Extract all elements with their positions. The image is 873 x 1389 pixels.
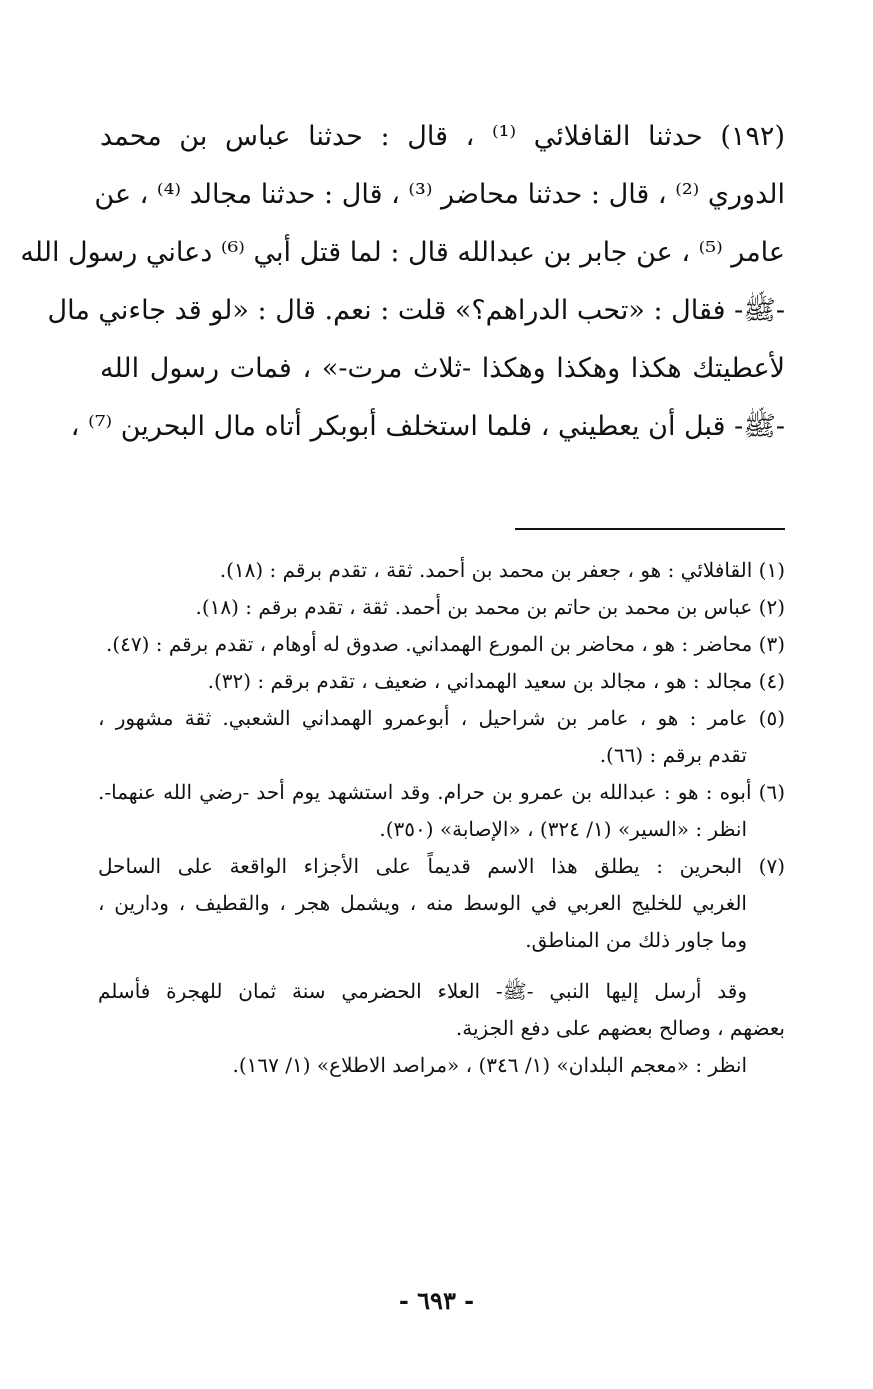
footnote-4: (٤) مجالد : هو ، مجالد بن سعيد الهمداني ، ضعيف ، تقدم برقم : (٣٢). <box>207 669 785 693</box>
footnote-1: (١) القافلائي : هو ، جعفر بن محمد بن أحمد. ثقة ، تقدم برقم : (١٨). <box>219 558 785 582</box>
text-line: عامر ⁽⁵⁾ ، عن جابر بن عبدالله قال : لما قتل أبي ⁽⁶⁾ دعاني رسول الله <box>20 237 785 268</box>
footnote-7: (٧) البحرين : يطلق هذا الاسم قديماً على الأجزاء الواقعة على الساحل <box>98 854 785 878</box>
text-line: الدوري ⁽²⁾ ، قال : حدثنا محاضر ⁽³⁾ ، قال : حدثنا مجالد ⁽⁴⁾ ، عن <box>94 179 785 210</box>
footnote-5-continuation: تقدم برقم : (٦٦). <box>599 743 747 767</box>
footnote-7-continuation: الغربي للخليج العربي في الوسط منه ، ويشمل هجر ، والقطيف ، ودارين ، <box>98 891 747 915</box>
page-number: - ٦٩٣ - <box>398 1286 475 1315</box>
footnotes <box>98 552 785 1084</box>
text-line: (١٩٢) حدثنا القافلائي ⁽¹⁾ ، قال : حدثنا عباس بن محمد <box>100 121 785 152</box>
text-line: -ﷺ- قبل أن يعطيني ، فلما استخلف أبوبكر أتاه مال البحرين ⁽⁷⁾ ، <box>70 411 785 442</box>
footnote-7-reference: انظر : «معجم البلدان» (١/ ٣٤٦) ، «مراصد الاطلاع» (١/ ١٦٧). <box>232 1053 747 1077</box>
hadith-text <box>20 108 785 456</box>
text-line: لأعطيتك هكذا وهكذا وهكذا -ثلاث مرت-» ، فمات رسول الله <box>100 353 785 384</box>
footnote-7-paragraph: وقد أرسل إليها النبي -ﷺ- العلاء الحضرمي سنة ثمان للهجرة فأسلم <box>98 979 747 1003</box>
footnote-7-continuation: وما جاور ذلك من المناطق. <box>525 928 747 952</box>
footnote-6-continuation: انظر : «السير» (١/ ٣٢٤) ، «الإصابة» (٣٥٠). <box>379 817 747 841</box>
footnote-separator <box>515 528 785 530</box>
footnote-5: (٥) عامر : هو ، عامر بن شراحيل ، أبوعمرو الهمداني الشعبي. ثقة مشهور ، <box>98 706 786 730</box>
text-line: -ﷺ- فقال : «تحب الدراهم؟» قلت : نعم. قال : «لو قد جاءني مال <box>47 295 785 326</box>
footnote-3: (٣) محاضر : هو ، محاضر بن المورع الهمداني. صدوق له أوهام ، تقدم برقم : (٤٧). <box>105 632 785 656</box>
footnote-6: (٦) أبوه : هو : عبدالله بن عمرو بن حرام. وقد استشهد يوم أحد -رضي الله عنهما-. <box>98 780 785 804</box>
footnote-7-paragraph-continuation: بعضهم ، وصالح بعضهم على دفع الجزية. <box>455 1016 785 1040</box>
footnote-2: (٢) عباس بن محمد بن حاتم بن محمد بن أحمد. ثقة ، تقدم برقم : (١٨). <box>195 595 785 619</box>
